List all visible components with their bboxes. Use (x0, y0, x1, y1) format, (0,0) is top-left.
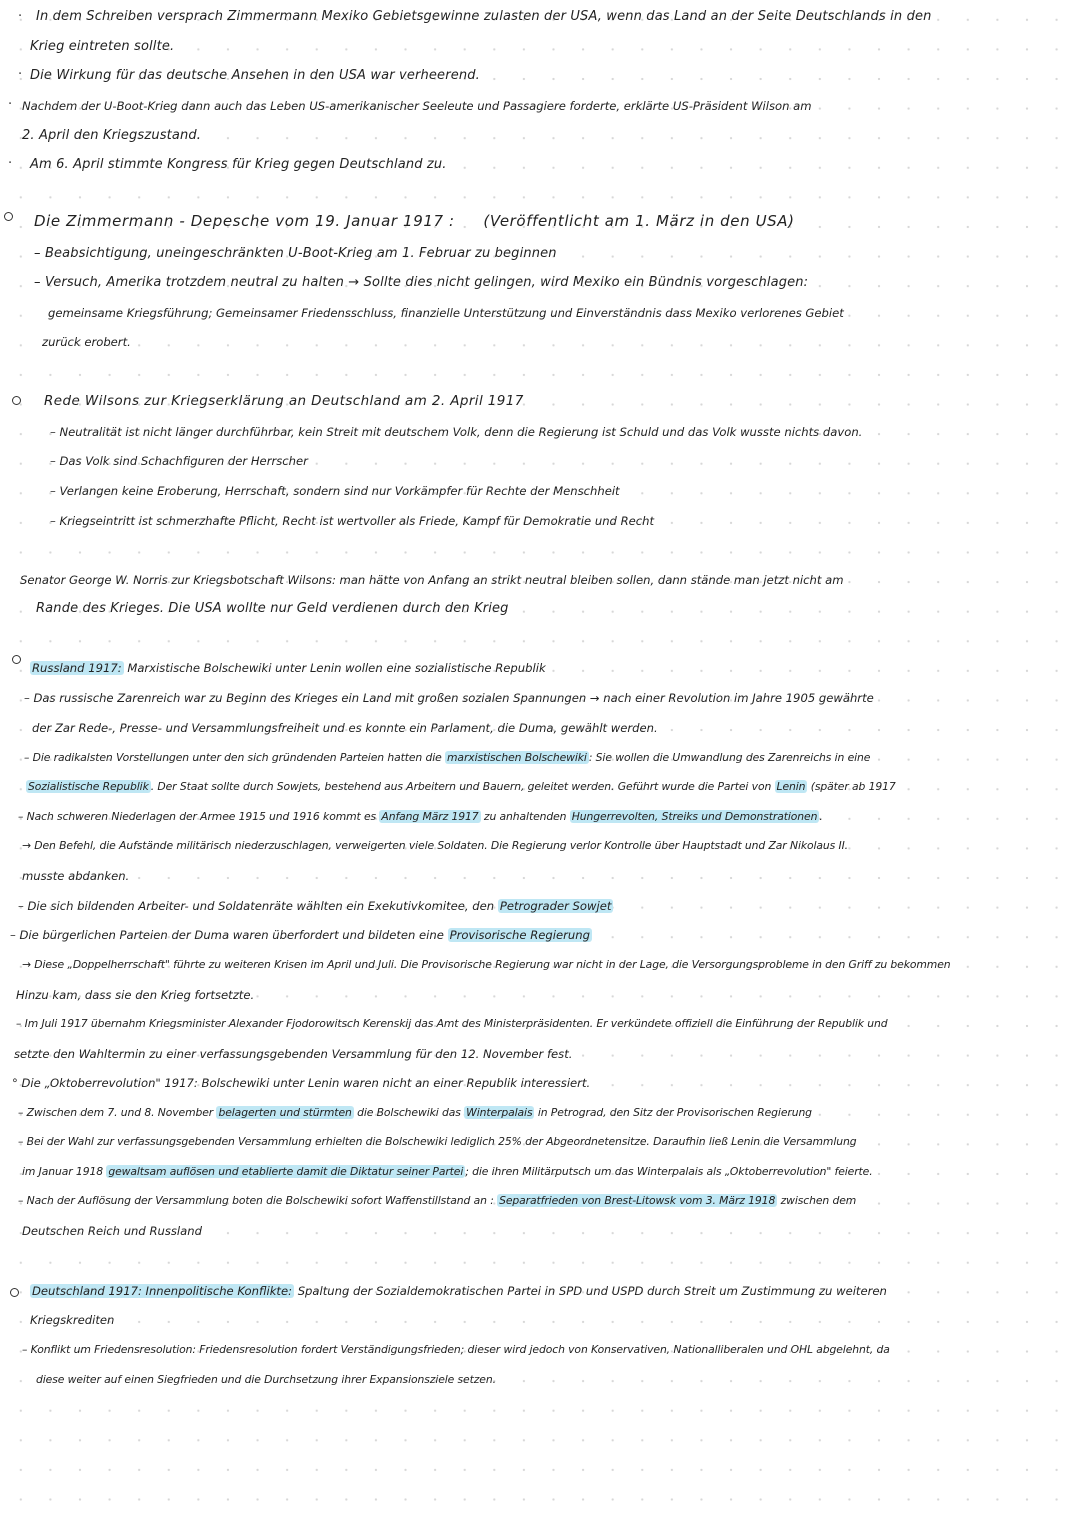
text-content: Nach der Auflösung der Versammlung boten die Bolschewiki sofort Waffenstillstand an : (26, 1194, 494, 1207)
text-content: . Der Staat sollte durch Sowjets, bestehend aus Arbeitern und Bauern, geleitet werden. Geführt wurde die Partei von (150, 780, 772, 793)
text-content: . (819, 810, 823, 823)
text-line: 2. April den Kriegszustand. (22, 128, 202, 143)
text-line: der Zar Rede-, Presse- und Versammlungsfreiheit und es konnte ein Parlament, die Duma, gewählt werden. (32, 721, 658, 735)
text-line: Kriegskrediten (30, 1313, 115, 1327)
text-line (22, 1163, 873, 1181)
text-line: – Im Juli 1917 übernahm Kriegsminister Alexander Fjodorowitsch Kerenskij das Amt des Ministerpräsidenten. Er verkündete offiziell die Einführung der Republik und (16, 1017, 888, 1030)
text-line: Deutschen Reich und Russland (22, 1224, 202, 1238)
text-line: – Nach schweren Niederlagen der Armee 1915 und 1916 kommt es Anfang März 1917 zu anhaltenden Hungerrevolten, Streiks und Demonstrationen . (18, 810, 823, 823)
text-line (26, 778, 896, 796)
text-line: – Die sich bildenden Arbeiter- und Soldatenräte wählten ein Exekutivkomitee, den Petrograder Sowjet (18, 899, 612, 913)
highlight: Hungerrevolten, Streiks und Demonstrationen (571, 810, 818, 823)
text-content: Bei der Wahl zur verfassungsgebenden Versammlung erhielten die Bolschewiki lediglich 25% der Abgeordnetensitze. Daraufhin ließ Lenin die Versammlung (26, 1135, 857, 1148)
text-line: diese weiter auf einen Siegfrieden und die Durchsetzung ihrer Expansionsziele setzen. (36, 1373, 496, 1386)
highlight: Provisorische Regierung (449, 928, 590, 942)
text-line: → Diese „Doppelherrschaft" führte zu weiteren Krisen im April und Juli. Die Provisorische Regierung war nicht in der Lage, die Versorgungsprobleme in den Griff zu bekommen (22, 958, 951, 971)
text-line: – Neutralität ist nicht länger durchführbar, kein Streit mit deutschem Volk, denn die Regierung ist Schuld und das Volk wusste nichts davon. (50, 425, 863, 439)
text-content: Nach schweren Niederlagen der Armee 1915 und 1916 kommt es (26, 810, 377, 823)
section-heading (30, 1282, 887, 1300)
section-heading (34, 212, 795, 230)
text-line: – Versuch, Amerika trotzdem neutral zu halten → Sollte dies nicht gelingen, wird Mexiko ein Bündnis vorgeschlagen: (34, 275, 809, 290)
bullet-dot: · (8, 97, 13, 112)
text-line: setzte den Wahltermin zu einer verfassungsgebenden Versammlung für den 12. November fest. (14, 1047, 573, 1061)
text-content: Die „Oktoberrevolution" 1917: Bolschewiki unter Lenin waren nicht an einer Republik interessiert. (21, 1076, 591, 1090)
text-content: ; die ihren Militärputsch um das Winterpalais als „Oktoberrevolution" feierte. (465, 1165, 873, 1178)
text-content: Verlangen keine Eroberung, Herrschaft, sondern sind nur Vorkämpfer für Rechte der Menschheit (59, 484, 620, 498)
highlight: Deutschland 1917: Innenpolitische Konflikte: (32, 1284, 293, 1298)
text-content: Beabsichtigung, uneingeschränkten U-Boot-Krieg am 1. Februar zu beginnen (44, 246, 557, 261)
text-line: – Konflikt um Friedensresolution: Friedensresolution fordert Verständigungsfrieden; dieser wird jedoch von Konservativen, Nationalliberalen und OHL abgelehnt, da (22, 1343, 890, 1356)
text-line: Rande des Krieges. Die USA wollte nur Geld verdienen durch den Krieg (36, 601, 509, 616)
text-line: – Verlangen keine Eroberung, Herrschaft, sondern sind nur Vorkämpfer für Rechte der Menschheit (50, 484, 620, 498)
highlight: marxistischen Bolschewiki (447, 751, 587, 764)
section-circle-icon (10, 1288, 19, 1297)
text-content: Im Juli 1917 übernahm Kriegsminister Alexander Fjodorowitsch Kerenskij das Amt des Ministerpräsidenten. Er verkündete offiziell die Einführung der Republik und (24, 1017, 888, 1030)
bullet-dot: · (8, 156, 13, 171)
text-content: Marxistische Bolschewiki unter Lenin wollen eine sozialistische Republik (127, 661, 546, 675)
text-line: – Die radikalsten Vorstellungen unter den sich gründenden Parteien hatten die marxistischen Bolschewiki : Sie wollen die Umwandlung des Zarenreichs in eine (24, 751, 871, 764)
section-circle-icon (4, 212, 13, 221)
text-line: – Kriegseintritt ist schmerzhafte Pflicht, Recht ist wertvoller als Friede, Kampf für Demokratie und Recht (50, 514, 655, 528)
text-content: Das Volk sind Schachfiguren der Herrscher (59, 454, 308, 468)
text-content: Spaltung der Sozialdemokratischen Partei in SPD und USPD durch Streit um Zustimmung zu weiteren (297, 1284, 887, 1298)
highlight: gewaltsam auflösen und etablierte damit die Diktatur seiner Partei (108, 1165, 464, 1178)
highlight: Russland 1917: (32, 661, 122, 675)
bullet-dot: · (18, 67, 23, 82)
highlight: belagerten und stürmten (218, 1106, 352, 1119)
text-content: Die radikalsten Vorstellungen unter den sich gründenden Parteien hatten die (32, 751, 442, 764)
text-line: – Das Volk sind Schachfiguren der Herrscher (50, 454, 308, 468)
text-line: – Die bürgerlichen Parteien der Duma waren überfordert und bildeten eine Provisorische Regierung (10, 928, 590, 942)
text-content: Neutralität ist nicht länger durchführbar, kein Streit mit deutschem Volk, denn die Regierung ist Schuld und das Volk wusste nichts davon. (59, 425, 863, 439)
text-line: zurück erobert. (42, 335, 131, 349)
heading-note: (Veröffentlicht am 1. März in den USA) (483, 212, 795, 230)
heading-text: Die Zimmermann - Depesche vom 19. Januar 1917 : (34, 212, 455, 230)
highlight: Sozialistische Republik (28, 780, 149, 793)
section-circle-icon (12, 396, 21, 405)
text-content: die Bolschewiki das (357, 1106, 461, 1119)
text-line: → Den Befehl, die Aufstände militärisch niederzuschlagen, verweigerten viele Soldaten. Die Regierung verlor Kontrolle über Hauptstadt und Zar Nikolaus II. (22, 839, 849, 852)
highlight: Petrograder Sowjet (499, 899, 612, 913)
text-line: – Beabsichtigung, uneingeschränkten U-Boot-Krieg am 1. Februar zu beginnen (34, 246, 557, 261)
highlight: Winterpalais (466, 1106, 533, 1119)
text-line: – Nach der Auflösung der Versammlung boten die Bolschewiki sofort Waffenstillstand an : Separatfrieden von Brest-Litowsk vom 3. März 1918 zwischen dem (18, 1194, 857, 1207)
text-content: zwischen dem (780, 1194, 857, 1207)
highlight: Separatfrieden von Brest-Litowsk vom 3. März 1918 (499, 1194, 776, 1207)
text-content: Das russische Zarenreich war zu Beginn des Krieges ein Land mit großen sozialen Spannungen → nach einer Revolution im Jahre 1905 gewährte (33, 691, 874, 705)
text-content: zu anhaltenden (483, 810, 567, 823)
section-circle-icon (12, 655, 21, 664)
text-line: Am 6. April stimmte Kongress für Krieg gegen Deutschland zu. (30, 157, 447, 172)
text-line: – Zwischen dem 7. und 8. November belagerten und stürmten die Bolschewiki das Winterpalais in Petrograd, den Sitz der Provisorischen Regierung (18, 1106, 812, 1119)
section-heading (30, 659, 546, 677)
text-content: im Januar 1918 (22, 1165, 104, 1178)
text-line: musste abdanken. (22, 869, 130, 883)
section-heading: Rede Wilsons zur Kriegserklärung an Deutschland am 2. April 1917 (44, 393, 524, 409)
text-line: Senator George W. Norris zur Kriegsbotschaft Wilsons: man hätte von Anfang an strikt neutral bleiben sollen, dann stände man jetzt nicht am (20, 573, 844, 587)
highlight: Lenin (776, 780, 806, 793)
text-line: Nachdem der U-Boot-Krieg dann auch das Leben US-amerikanischer Seeleute und Passagiere forderte, erklärte US-Präsident Wilson am (22, 99, 812, 113)
text-content: Die bürgerlichen Parteien der Duma waren überfordert und bildeten eine (19, 928, 444, 942)
text-content: Konflikt um Friedensresolution: Friedensresolution fordert Verständigungsfrieden; dieser wird jedoch von Konservativen, Nationalliberalen und OHL abgelehnt, da (30, 1343, 890, 1356)
text-line: – Bei der Wahl zur verfassungsgebenden Versammlung erhielten die Bolschewiki lediglich 25% der Abgeordnetensitze. Daraufhin ließ Lenin die Versammlung (18, 1135, 857, 1148)
text-content: : Sie wollen die Umwandlung des Zarenreichs in eine (588, 751, 871, 764)
text-line: ° Die „Oktoberrevolution" 1917: Bolschewiki unter Lenin waren nicht an einer Republik interessiert. (12, 1076, 591, 1090)
text-content: Versuch, Amerika trotzdem neutral zu halten → Sollte dies nicht gelingen, wird Mexiko ein Bündnis vorgeschlagen: (44, 275, 809, 290)
highlight: Anfang März 1917 (381, 810, 479, 823)
text-content: (später ab 1917 (810, 780, 896, 793)
text-content: Die sich bildenden Arbeiter- und Soldatenräte wählten ein Exekutivkomitee, den (27, 899, 495, 913)
text-line: In dem Schreiben versprach Zimmermann Mexiko Gebietsgewinne zulasten der USA, wenn das Land an der Seite Deutschlands in den (36, 9, 932, 24)
text-content: in Petrograd, den Sitz der Provisorischen Regierung (537, 1106, 812, 1119)
text-content: Kriegseintritt ist schmerzhafte Pflicht, Recht ist wertvoller als Friede, Kampf für Demokratie und Recht (59, 514, 655, 528)
text-line: Die Wirkung für das deutsche Ansehen in den USA war verheerend. (30, 68, 480, 83)
text-line: Krieg eintreten sollte. (30, 39, 175, 54)
text-line: gemeinsame Kriegsführung; Gemeinsamer Friedensschluss, finanzielle Unterstützung und Einverständnis dass Mexiko verlorenes Gebiet (48, 306, 844, 320)
text-line: Hinzu kam, dass sie den Krieg fortsetzte. (16, 988, 255, 1002)
bullet-dot: · (18, 9, 23, 24)
text-line: – Das russische Zarenreich war zu Beginn des Krieges ein Land mit großen sozialen Spannungen → nach einer Revolution im Jahre 1905 gewährte (24, 691, 874, 705)
text-content: Zwischen dem 7. und 8. November (26, 1106, 214, 1119)
